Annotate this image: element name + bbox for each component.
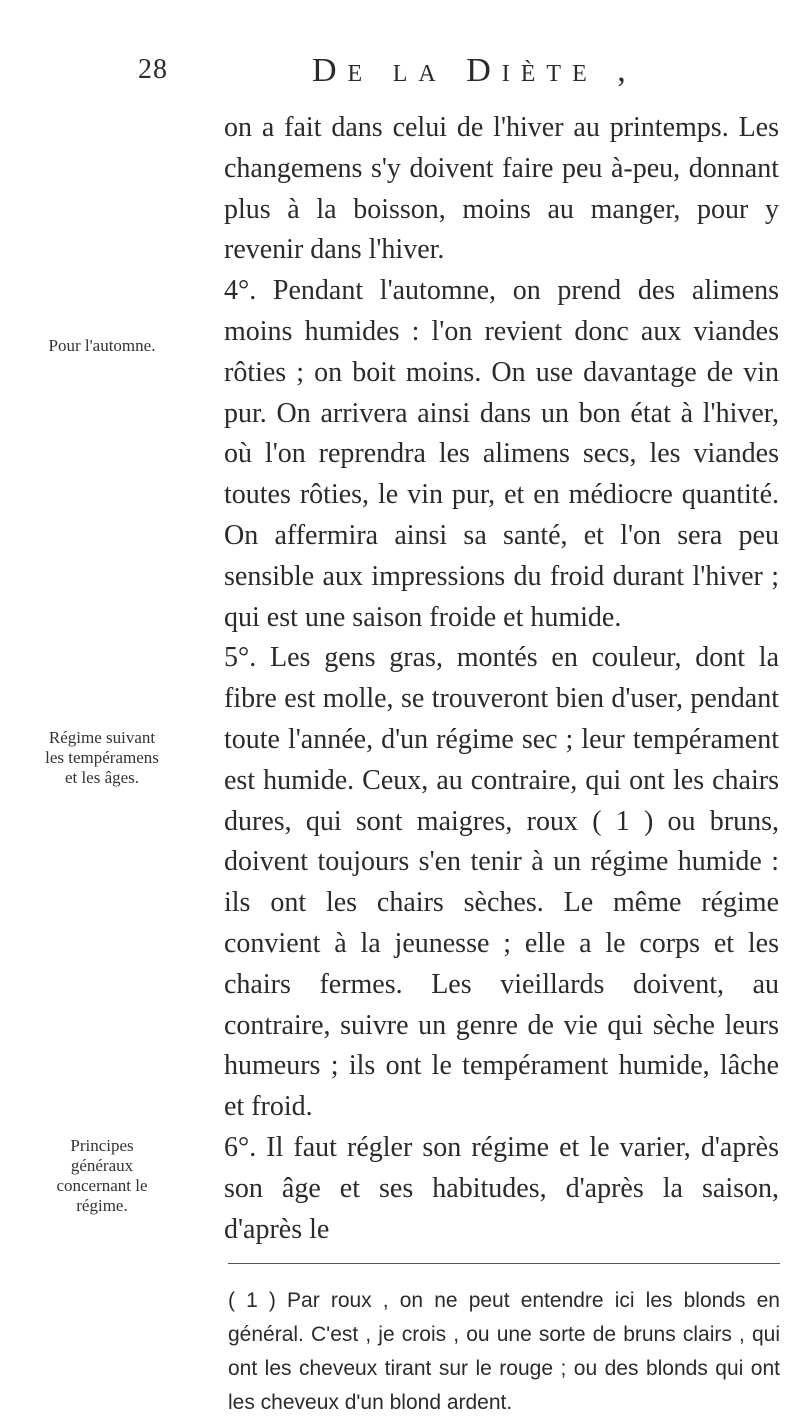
footnote: ( 1 ) Par roux , on ne peut entendre ici les blonds en général. C'est , je crois , ou une sorte de bruns clairs , qui ont les cheveux tirant sur le rouge ; ou des blonds qui ont les cheveux d'un blond ardent. — [228, 1289, 780, 1414]
page-number: 28 — [138, 54, 168, 85]
footnote-rule — [228, 1263, 780, 1264]
margin-note-regime: Régime suivant les tempéramens et les âges. — [45, 728, 159, 787]
paragraph-automne: 4°. Pendant l'automne, on prend des alimens moins humides : l'on revient donc aux viandes rôties ; on boit moins. On use davantage de vin pur. On arrivera ainsi dans un bon état à l'hiver, où l'on reprendra les alimens secs, les viandes toutes rôties, le vin pur, et en médiocre quantité. On affermira ainsi sa santé, et l'on sera peu sensible aux impressions du froid durant l'hiver ; qui est une saison froide et humide. — [224, 275, 779, 633]
paragraph-principes: 6°. Il faut régler son régime et le varier, d'après son âge et ses habitudes, d'après la saison, d'après le — [224, 1131, 779, 1245]
body-text — [224, 108, 779, 1250]
paragraph-regime: 5°. Les gens gras, montés en couleur, dont la fibre est molle, se trouveront bien d'user, pendant toute l'année, d'un régime sec ; leur tempérament est humide. Ceux, au contraire, qui ont les chairs dures, qui sont maigres, roux ( 1 ) ou bruns, doivent toujours s'en tenir à un régime humide : ils ont les chairs sèches. Le même régime convient à la jeunesse ; elle a le corps et les chairs fermes. Les vieillards doivent, au contraire, suivre un genre de vie qui sèche leurs humeurs ; ils ont le tempérament humide, lâche et froid. — [224, 642, 779, 1123]
page-header — [138, 54, 778, 104]
margin-note-principes: Principes généraux concernant le régime. — [56, 1136, 148, 1215]
running-head: De la Diète , — [312, 52, 637, 89]
paragraph-continuation: on a fait dans celui de l'hiver au printemps. Les changemens s'y doivent faire peu à-peu, donnant plus à la boisson, moins au manger, pour y revenir dans l'hiver. — [224, 112, 779, 266]
margin-note-automne: Pour l'automne. — [48, 336, 156, 355]
